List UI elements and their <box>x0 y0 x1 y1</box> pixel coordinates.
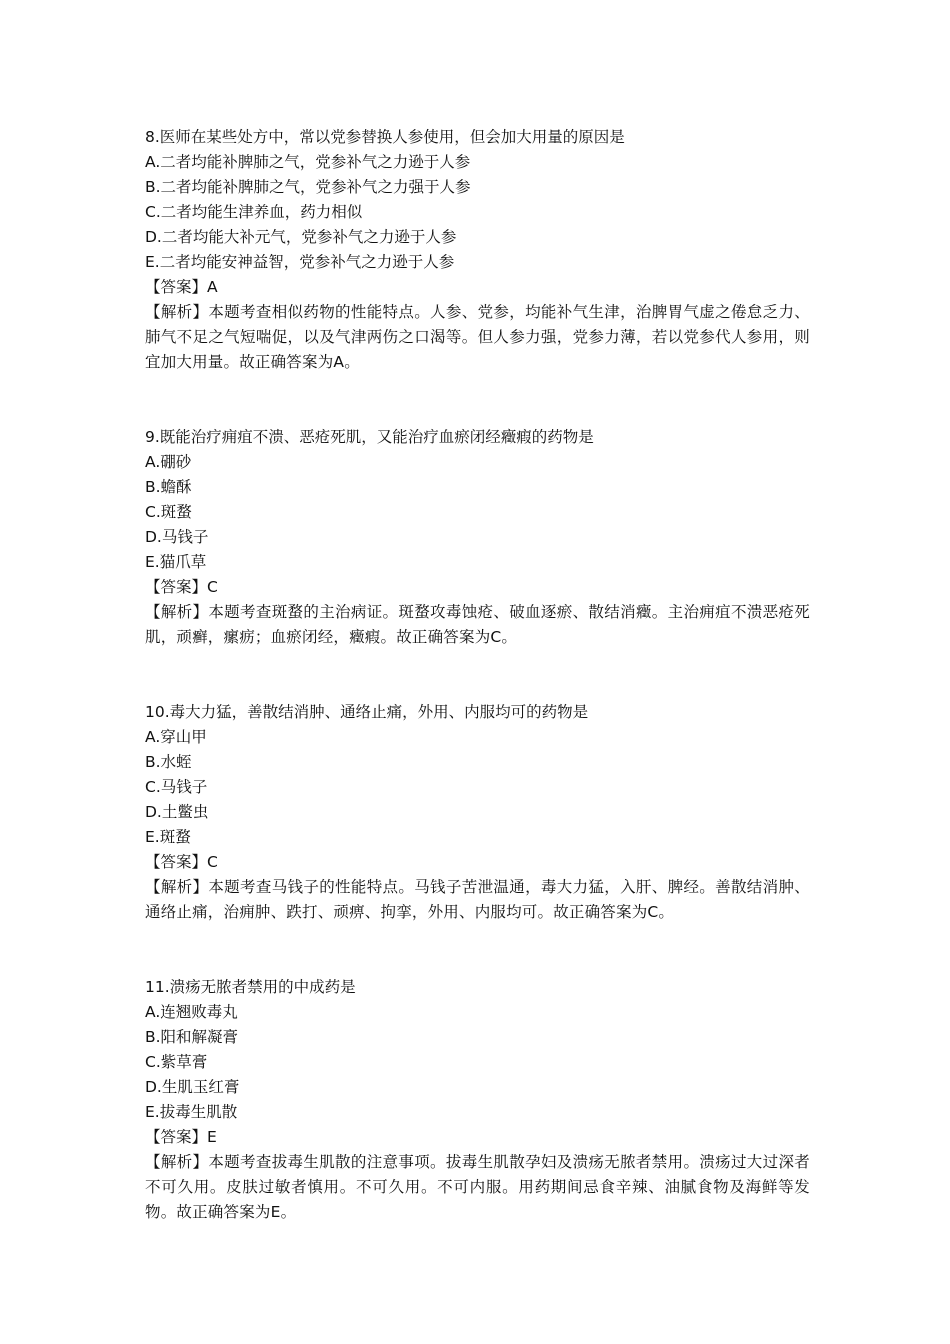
document-page <box>145 125 810 1225</box>
question-stem: 11.溃疡无脓者禁用的中成药是 <box>145 978 356 996</box>
option-d: D.生肌玉红膏 <box>145 1078 240 1096</box>
option-b: B.蟾酥 <box>145 478 192 496</box>
option-c: C.马钱子 <box>145 778 208 796</box>
question-stem: 10.毒大力猛，善散结消肿、通络止痛，外用、内服均可的药物是 <box>145 703 589 721</box>
option-e: E.斑蝥 <box>145 828 191 846</box>
question-gap <box>145 375 810 425</box>
option-a: A.二者均能补脾肺之气，党参补气之力逊于人参 <box>145 153 471 171</box>
explanation: 【解析】本题考查斑蝥的主治病证。斑蝥攻毒蚀疮、破血逐瘀、散结消癥。主治痈疽不溃恶疮死肌，顽癣，瘰疬；血瘀闭经，癥瘕。故正确答案为C。 <box>145 603 810 646</box>
answer: 【答案】E <box>145 1128 217 1146</box>
explanation: 【解析】本题考查相似药物的性能特点。人参、党参，均能补气生津，治脾胃气虚之倦怠乏力、肺气不足之气短喘促，以及气津两伤之口渴等。但人参力强，党参力薄，若以党参代人参用，则宜加大用量。故正确答案为A。 <box>145 303 810 371</box>
option-a: A.连翘败毒丸 <box>145 1003 238 1021</box>
question-8 <box>145 125 810 375</box>
question-11 <box>145 975 810 1225</box>
option-b: B.水蛭 <box>145 753 192 771</box>
explanation: 【解析】本题考查拔毒生肌散的注意事项。拔毒生肌散孕妇及溃疡无脓者禁用。溃疡过大过深者不可久用。皮肤过敏者慎用。不可久用。不可内服。用药期间忌食辛辣、油腻食物及海鲜等发物。故正确答案为E。 <box>145 1153 810 1221</box>
option-e: E.拔毒生肌散 <box>145 1103 238 1121</box>
question-gap <box>145 650 810 700</box>
option-a: A.穿山甲 <box>145 728 207 746</box>
question-10 <box>145 700 810 925</box>
question-9 <box>145 425 810 650</box>
answer: 【答案】A <box>145 278 218 296</box>
question-gap <box>145 925 810 975</box>
option-e: E.猫爪草 <box>145 553 207 571</box>
option-c: C.二者均能生津养血，药力相似 <box>145 203 363 221</box>
question-stem: 8.医师在某些处方中，常以党参替换人参使用，但会加大用量的原因是 <box>145 128 625 146</box>
explanation: 【解析】本题考查马钱子的性能特点。马钱子苦泄温通，毒大力猛，入肝、脾经。善散结消肿、通络止痛，治痈肿、跌打、顽痹、拘挛，外用、内服均可。故正确答案为C。 <box>145 878 810 921</box>
option-b: B.阳和解凝膏 <box>145 1028 239 1046</box>
option-c: C.斑蝥 <box>145 503 192 521</box>
option-e: E.二者均能安神益智，党参补气之力逊于人参 <box>145 253 455 271</box>
option-d: D.土鳖虫 <box>145 803 209 821</box>
answer: 【答案】C <box>145 853 218 871</box>
option-d: D.马钱子 <box>145 528 209 546</box>
question-stem: 9.既能治疗痈疽不溃、恶疮死肌，又能治疗血瘀闭经癥瘕的药物是 <box>145 428 594 446</box>
option-c: C.紫草膏 <box>145 1053 208 1071</box>
option-a: A.硼砂 <box>145 453 192 471</box>
answer: 【答案】C <box>145 578 218 596</box>
option-b: B.二者均能补脾肺之气，党参补气之力强于人参 <box>145 178 471 196</box>
option-d: D.二者均能大补元气，党参补气之力逊于人参 <box>145 228 457 246</box>
